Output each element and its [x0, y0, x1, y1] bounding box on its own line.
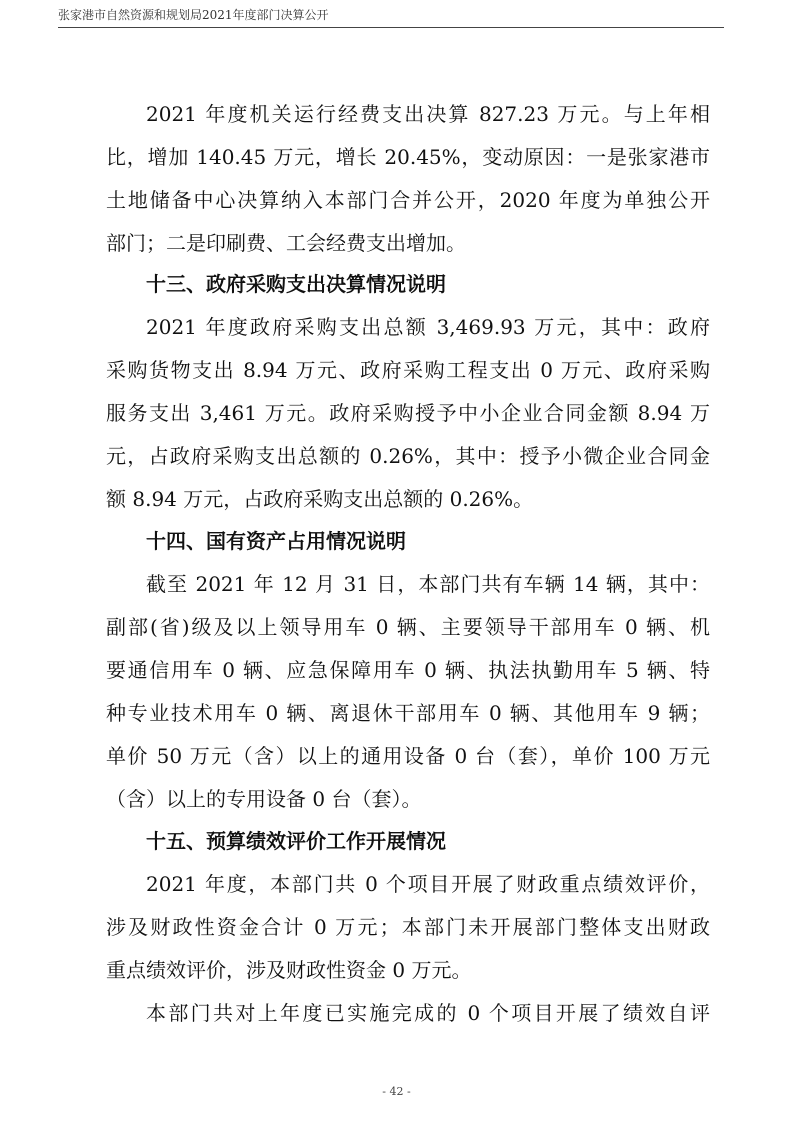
- paragraph-line: 单价 50 万元（含）以上的通用设备 0 台（套），单价 100 万元: [106, 744, 710, 768]
- paragraph-line: 比，增加 140.45 万元，增长 20.45%，变动原因：一是张家港市: [106, 145, 710, 169]
- paragraph-line: 2021 年度，本部门共 0 个项目开展了财政重点绩效评价，: [146, 872, 710, 896]
- paragraph-line: 涉及财政性资金合计 0 万元；本部门未开展部门整体支出财政: [106, 915, 710, 939]
- paragraph-line: 要通信用车 0 辆、应急保障用车 0 辆、执法执勤用车 5 辆、特: [106, 658, 710, 682]
- paragraph-line: 种专业技术用车 0 辆、离退休干部用车 0 辆、其他用车 9 辆；: [106, 701, 710, 725]
- paragraph-line: 元，占政府采购支出总额的 0.26%，其中：授予小微企业合同金: [106, 444, 710, 468]
- paragraph-line: 服务支出 3,461 万元。政府采购授予中小企业合同金额 8.94 万: [106, 401, 710, 425]
- paragraph-line: 采购货物支出 8.94 万元、政府采购工程支出 0 万元、政府采购: [106, 358, 710, 382]
- paragraph-line: 额 8.94 万元，占政府采购支出总额的 0.26%。: [106, 487, 534, 511]
- section-heading-performance: 十五、预算绩效评价工作开展情况: [146, 829, 446, 853]
- header-divider: [58, 27, 724, 28]
- paragraph-line: 截至 2021 年 12 月 31 日，本部门共有车辆 14 辆，其中：: [146, 572, 710, 596]
- section-heading-procurement: 十三、政府采购支出决算情况说明: [146, 272, 446, 296]
- page-number: - 42 -: [382, 1085, 411, 1098]
- paragraph-line: 2021 年度政府采购支出总额 3,469.93 万元，其中：政府: [146, 315, 710, 339]
- paragraph-line: 部门；二是印刷费、工会经费支出增加。: [106, 231, 466, 255]
- paragraph-line: 2021 年度机关运行经费支出决算 827.23 万元。与上年相: [146, 102, 710, 126]
- section-heading-assets: 十四、国有资产占用情况说明: [146, 529, 406, 553]
- paragraph-line: 重点绩效评价，涉及财政性资金 0 万元。: [106, 958, 472, 982]
- paragraph-line: 副部(省)级及以上领导用车 0 辆、主要领导干部用车 0 辆、机: [106, 615, 710, 639]
- paragraph-line: 土地储备中心决算纳入本部门合并公开，2020 年度为单独公开: [106, 188, 710, 212]
- running-header: 张家港市自然资源和规划局2021年度部门决算公开: [58, 8, 329, 22]
- paragraph-line: （含）以上的专用设备 0 台（套）。: [106, 787, 422, 811]
- paragraph-line: 本部门共对上年度已实施完成的 0 个项目开展了绩效自评: [146, 1001, 710, 1025]
